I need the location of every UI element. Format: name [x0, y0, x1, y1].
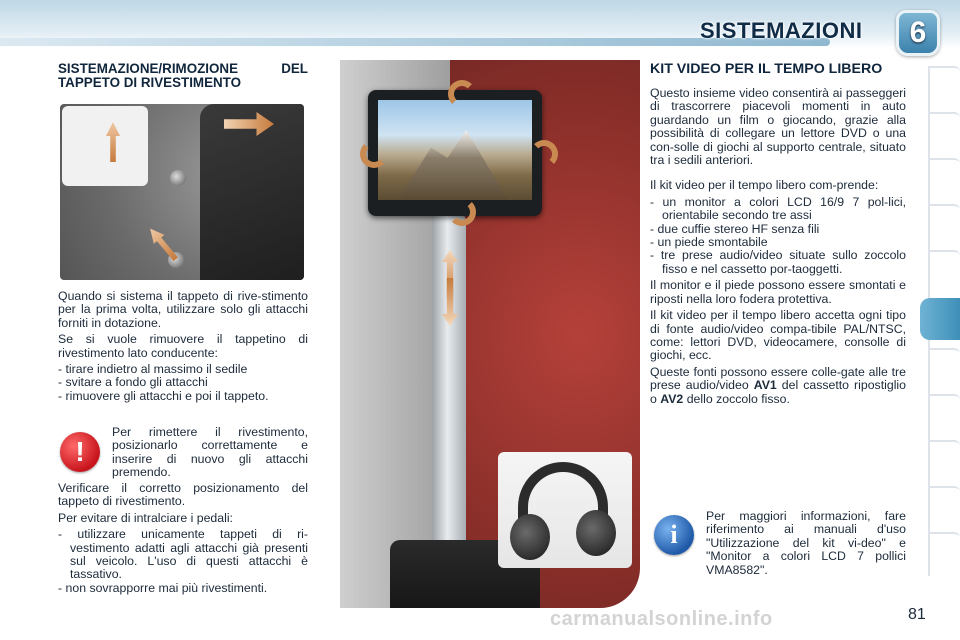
carpet-paragraph: Verificare il corretto posizionamento del tappeto di rivestimento.	[58, 481, 308, 509]
info-note	[706, 510, 906, 580]
headphones-image	[498, 452, 632, 568]
list-item: - un piede smontabile	[650, 236, 906, 249]
chapter-tab[interactable]	[930, 486, 960, 526]
headphone-cup	[510, 514, 550, 560]
monitor-screen	[378, 100, 532, 200]
text-fragment: del cassetto ripostiglio o	[650, 378, 906, 406]
headphone-cup	[576, 510, 616, 556]
chapter-number: 6	[909, 16, 927, 49]
chapter-title: SISTEMAZIONI	[700, 18, 863, 43]
video-kit-paragraph	[650, 366, 906, 406]
removal-steps	[58, 363, 308, 403]
video-kit-heading: KIT VIDEO PER IL TEMPO LIBERO	[650, 61, 883, 77]
warning-note	[112, 426, 308, 483]
chapter-tab[interactable]	[930, 394, 960, 434]
warning-text: Per rimettere il rivestimento, posizionarlo correttamente e inserire di nuovo gli attacchi premendo.	[112, 425, 308, 480]
chapter-tab[interactable]	[930, 440, 960, 480]
chapter-tab[interactable]	[930, 348, 960, 388]
video-kit-section	[650, 62, 906, 409]
info-icon: i	[654, 515, 694, 555]
chapter-tabs	[928, 66, 960, 576]
video-kit-paragraph: Questo insieme video consentirà ai passeggeri di trascorrere piacevoli momenti in auto guardando un film o giocando, grazie alla possibilità di collegare un lettore DVD o una con-solle di giochi al supporto centrale, situato tra i sedili anteriori.	[650, 86, 906, 168]
av1-label: AV1	[753, 378, 777, 393]
text-fragment: Queste fonti possono essere colle-gate alle tre prese audio/video	[650, 364, 906, 393]
carpet-paragraph: Se si vuole rimuovere il tappetino di rivestimento lato conducente:	[58, 332, 308, 360]
av2-label: AV2	[660, 391, 684, 406]
carpet-illustration	[60, 104, 304, 280]
page-header	[0, 0, 960, 48]
chapter-tab-active[interactable]	[920, 298, 960, 340]
list-item: - rimuovere gli attacchi e poi il tappeto.	[58, 390, 308, 403]
carpet-clip	[170, 170, 186, 186]
list-item: - svitare a fondo gli attacchi	[58, 376, 308, 389]
pedal-advice	[58, 528, 308, 595]
rotate-arrow-icon	[360, 140, 388, 168]
list-item: - tre prese audio/video situate sullo zoccolo fisso e nel cassetto por-taoggetti.	[650, 249, 906, 276]
info-text: Per maggiori informazioni, fare riferimento ai manuali d'uso "Utilizzazione del kit vi-deo" e "Monitor a colori LCD 7 pollici VMA8582".	[706, 509, 906, 577]
list-item: - tirare indietro al massimo il sedile	[58, 363, 308, 376]
mountain-image	[398, 130, 508, 200]
chapter-number-badge	[896, 10, 940, 56]
rotate-arrow-icon	[530, 140, 558, 168]
carpet-paragraph: Quando si sistema il tappeto di rive-stimento per la prima volta, utilizzare solo gli attacchi forniti in dotazione.	[58, 289, 308, 330]
kit-contents	[650, 196, 906, 276]
video-kit-paragraph: Il monitor e il piede possono essere smontati e riposti nella loro fodera protettiva.	[650, 278, 906, 306]
watermark: carmanualsonline.info	[550, 608, 773, 630]
chapter-tab[interactable]	[930, 532, 960, 572]
video-kit-paragraph: Il kit video per il tempo libero accetta ogni tipo di fonte audio/video compa-tibile PAL/NTSC, come: lettori DVD, videocamere, consolle di giochi, ecc.	[650, 308, 906, 363]
list-item: - utilizzare unicamente tappeti di ri-vestimento adatti agli attacchi già presenti sul veicolo. L'uso di questi attacchi è tassativo.	[58, 528, 308, 582]
rotate-arrow-icon	[448, 198, 476, 226]
chapter-tab[interactable]	[930, 204, 960, 244]
seat-image	[200, 104, 304, 280]
chapter-tab[interactable]	[930, 250, 960, 290]
chapter-tab[interactable]	[930, 158, 960, 198]
rotate-arrow-icon	[448, 80, 476, 108]
clip-detail-inset	[62, 106, 148, 186]
carpet-heading: SISTEMAZIONE/RIMOZIONE DEL TAPPETO DI RIVESTIMENTO	[58, 61, 308, 90]
list-item: - due cuffie stereo HF senza fili	[650, 223, 906, 236]
chapter-tab[interactable]	[930, 112, 960, 152]
page-number: 81	[908, 606, 926, 623]
chapter-tab[interactable]	[930, 66, 960, 106]
video-kit-paragraph: Il kit video per il tempo libero com-prende:	[650, 178, 879, 193]
clip-arrow-icon	[145, 224, 181, 264]
list-item: - non sovrapporre mai più rivestimenti.	[58, 582, 308, 595]
carpet-text-2	[58, 482, 308, 598]
text-fragment: dello zoccolo fisso.	[683, 391, 790, 406]
carpet-text	[58, 290, 308, 406]
exclamation-icon: !	[60, 432, 100, 472]
carpet-paragraph: Per evitare di intralciare i pedali:	[58, 510, 233, 525]
carpet-section	[58, 62, 308, 93]
list-item: - un monitor a colori LCD 16/9 7 pol-lici, orientabile secondo tre assi	[650, 196, 906, 223]
lcd-monitor	[368, 90, 542, 216]
